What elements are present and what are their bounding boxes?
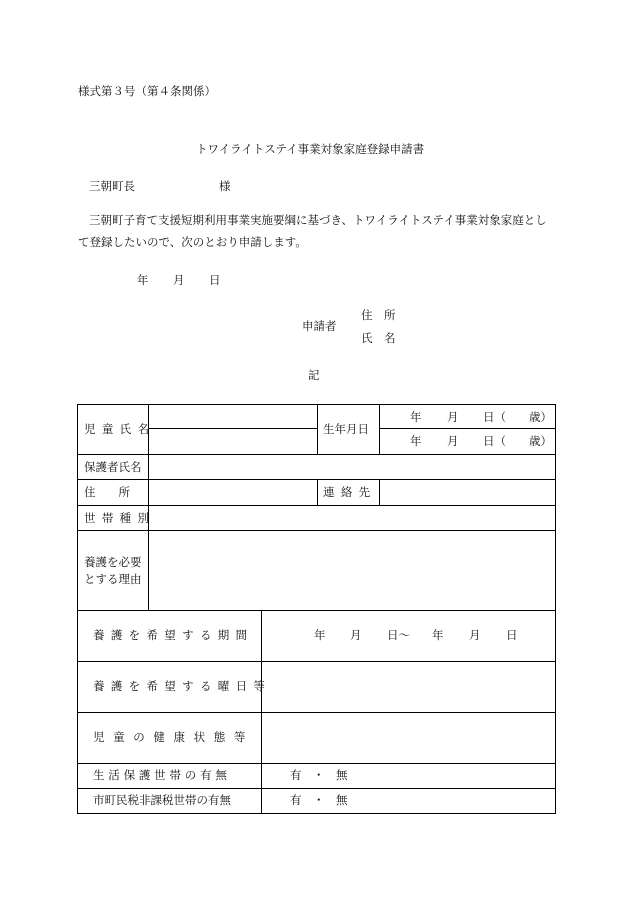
row-line [78, 610, 555, 611]
ki-label: 記 [308, 368, 320, 382]
birth-day-2: 日（ [483, 434, 506, 448]
address-label: 住 所 [84, 485, 130, 499]
row-line [78, 763, 555, 764]
birth-month-2: 月 [447, 434, 459, 448]
date-day: 日 [209, 273, 221, 287]
document-title: トワイライトステイ事業対象家庭登録申請書 [196, 142, 425, 156]
tax-exempt-household-value: 有 ・ 無 [290, 793, 348, 807]
body-paragraph: 三朝町子育て支援短期利用事業実施要綱に基づき、トワイライトステイ事業対象家庭として登録したいので、次のとおり申請します。 [78, 213, 547, 249]
welfare-household-label: 生活保護世帯の有無 [93, 768, 231, 782]
care-period-label: 養護を希望する期間 [93, 628, 254, 642]
birth-year-1: 年 [410, 410, 422, 424]
row-line [379, 428, 556, 429]
row-line [148, 428, 317, 429]
reason-label-line2: とする理由 [84, 572, 142, 586]
col-line [379, 479, 380, 505]
col-line [317, 479, 318, 505]
birth-month-1: 月 [447, 410, 459, 424]
period-month-2: 月 [469, 628, 481, 642]
birth-day-1: 日（ [483, 410, 506, 424]
contact-label: 連絡先 [323, 485, 377, 499]
period-year-1: 年 [314, 628, 326, 642]
applicant-name-label: 氏 名 [361, 331, 396, 345]
date-month: 月 [173, 273, 185, 287]
birth-year-2: 年 [410, 434, 422, 448]
welfare-household-value: 有 ・ 無 [290, 768, 348, 782]
col-line [261, 610, 262, 813]
applicant-address-label: 住 所 [361, 308, 396, 322]
date-year: 年 [137, 273, 149, 287]
period-day-2: 日 [506, 628, 518, 642]
registration-form-table [77, 404, 556, 814]
period-year-2: 年 [432, 628, 444, 642]
row-line [78, 661, 555, 662]
period-month-1: 月 [350, 628, 362, 642]
birth-age-1: 歳） [529, 410, 552, 424]
child-health-label: 児童の健康状態等 [93, 730, 254, 744]
reason-label-line1: 養護を必要 [84, 555, 142, 569]
applicant-label: 申請者 [302, 319, 337, 333]
tax-exempt-household-label: 市町民税非課税世帯の有無 [93, 793, 231, 807]
row-line [78, 505, 555, 506]
col-line [317, 405, 318, 454]
addressee-name: 三朝町長 [89, 179, 135, 193]
form-number: 様式第３号（第４条関係） [78, 84, 216, 98]
row-line [78, 454, 555, 455]
birth-date-label: 生年月日 [323, 422, 369, 436]
addressee-honorific: 様 [219, 179, 231, 193]
guardian-name-label: 保護者氏名 [84, 460, 142, 474]
col-line [379, 405, 380, 454]
row-line [78, 530, 555, 531]
child-name-label: 児童氏名 [84, 422, 156, 436]
row-line [78, 712, 555, 713]
row-line [78, 788, 555, 789]
period-day-1: 日〜 [387, 628, 410, 642]
household-type-label: 世帯種別 [84, 511, 156, 525]
birth-age-2: 歳） [529, 434, 552, 448]
care-weekday-label: 養護を希望する曜日等 [93, 679, 272, 693]
